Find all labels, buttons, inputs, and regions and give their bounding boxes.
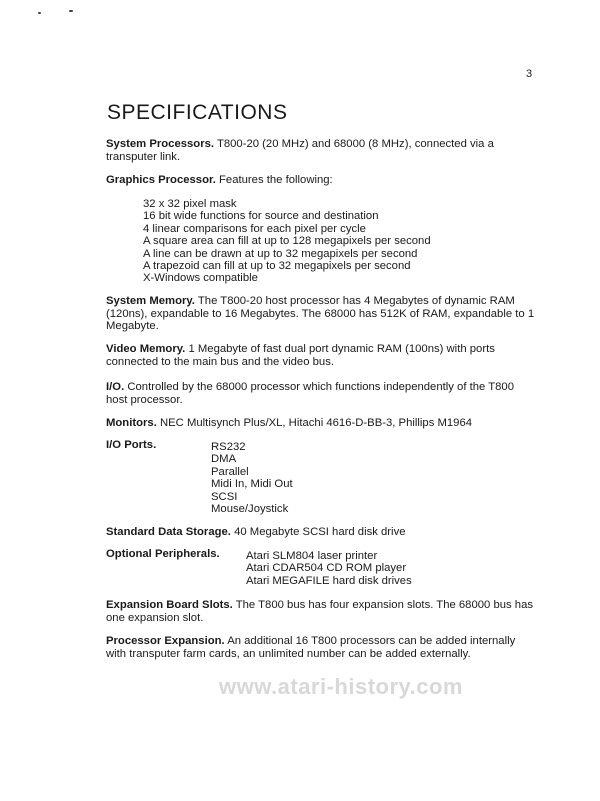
list-item: 32 x 32 pixel mask <box>143 198 237 210</box>
section-label: Expansion Board Slots. <box>106 599 233 611</box>
list-item: Atari SLM804 laser printer <box>246 550 378 562</box>
graphics-processor-section <box>106 174 536 187</box>
section-label: System Memory. <box>106 295 195 307</box>
standard-storage-section <box>106 526 536 539</box>
graphics-features-list <box>143 198 431 285</box>
section-label: Graphics Processor. <box>106 174 216 186</box>
system-processors-section <box>106 138 536 163</box>
list-item: X-Windows compatible <box>143 272 258 285</box>
watermark: www.atari-history.com <box>219 674 463 699</box>
scan-speck <box>38 12 41 14</box>
list-item: Mouse/Joystick <box>211 503 289 516</box>
section-label: Standard Data Storage. <box>106 526 231 538</box>
section-text: The T800 bus has four expansion slots. The 68000 bus has one expansion slot. <box>106 599 534 624</box>
section-label: Processor Expansion. <box>106 635 225 647</box>
section-text: 1 Megabyte of fast dual port dynamic RAM (100ns) with ports connected to the main bus and the video bus. <box>106 343 495 368</box>
io-ports-label: I/O Ports. <box>106 439 157 451</box>
list-item: Parallel <box>211 465 249 478</box>
video-memory-section <box>106 343 536 368</box>
expansion-slots-section <box>106 599 536 624</box>
section-text: Features the following: <box>219 174 333 186</box>
section-label: System Processors. <box>106 138 215 150</box>
section-text: T800-20 (20 MHz) and 68000 (8 MHz), connected via a transputer link. <box>106 138 494 163</box>
list-item: SCSI <box>211 490 238 503</box>
list-item: Atari MEGAFILE hard disk drives <box>246 574 412 587</box>
list-item: Midi In, Midi Out <box>211 478 293 491</box>
section-label: Monitors. <box>106 417 157 429</box>
section-text: The T800-20 host processor has 4 Megabytes of dynamic RAM (120ns), expandable to 16 Megabytes. The 68000 has 512K of RAM, expandable to 1 Megabyte. <box>106 295 535 332</box>
optional-peripherals-list <box>246 550 412 587</box>
section-text: NEC Multisynch Plus/XL, Hitachi 4616-D-BB-3, Phillips M1964 <box>159 417 473 429</box>
section-text: 40 Megabyte SCSI hard disk drive <box>234 526 406 538</box>
list-item: RS232 <box>211 441 246 453</box>
page-title: SPECIFICATIONS <box>107 101 288 124</box>
list-item: A trapezoid can fill at up to 32 megapixels per second <box>143 260 411 273</box>
system-memory-section <box>106 295 536 333</box>
list-item: A line can be drawn at up to 32 megapixels per second <box>143 247 418 260</box>
section-text: An additional 16 T800 processors can be added internally with transputer farm cards, an unlimited number can be added externally. <box>106 635 516 660</box>
page-number: 3 <box>526 68 533 80</box>
section-label: I/O. <box>106 381 125 393</box>
section-label: Video Memory. <box>106 343 186 355</box>
io-ports-list <box>211 441 293 515</box>
processor-expansion-section <box>106 635 536 660</box>
list-item: Atari CDAR504 CD ROM player <box>246 562 407 575</box>
list-item: 4 linear comparisons for each pixel per cycle <box>143 222 366 235</box>
list-item: 16 bit wide functions for source and destination <box>143 210 379 223</box>
io-section <box>106 381 536 406</box>
scan-speck <box>69 10 73 12</box>
list-item: DMA <box>211 453 237 466</box>
section-text: Controlled by the 68000 processor which functions independently of the T800 host processor. <box>106 381 514 406</box>
optional-peripherals-label: Optional Peripherals. <box>106 548 220 560</box>
monitors-section <box>106 417 536 430</box>
list-item: A square area can fill at up to 128 megapixels per second <box>143 235 431 248</box>
